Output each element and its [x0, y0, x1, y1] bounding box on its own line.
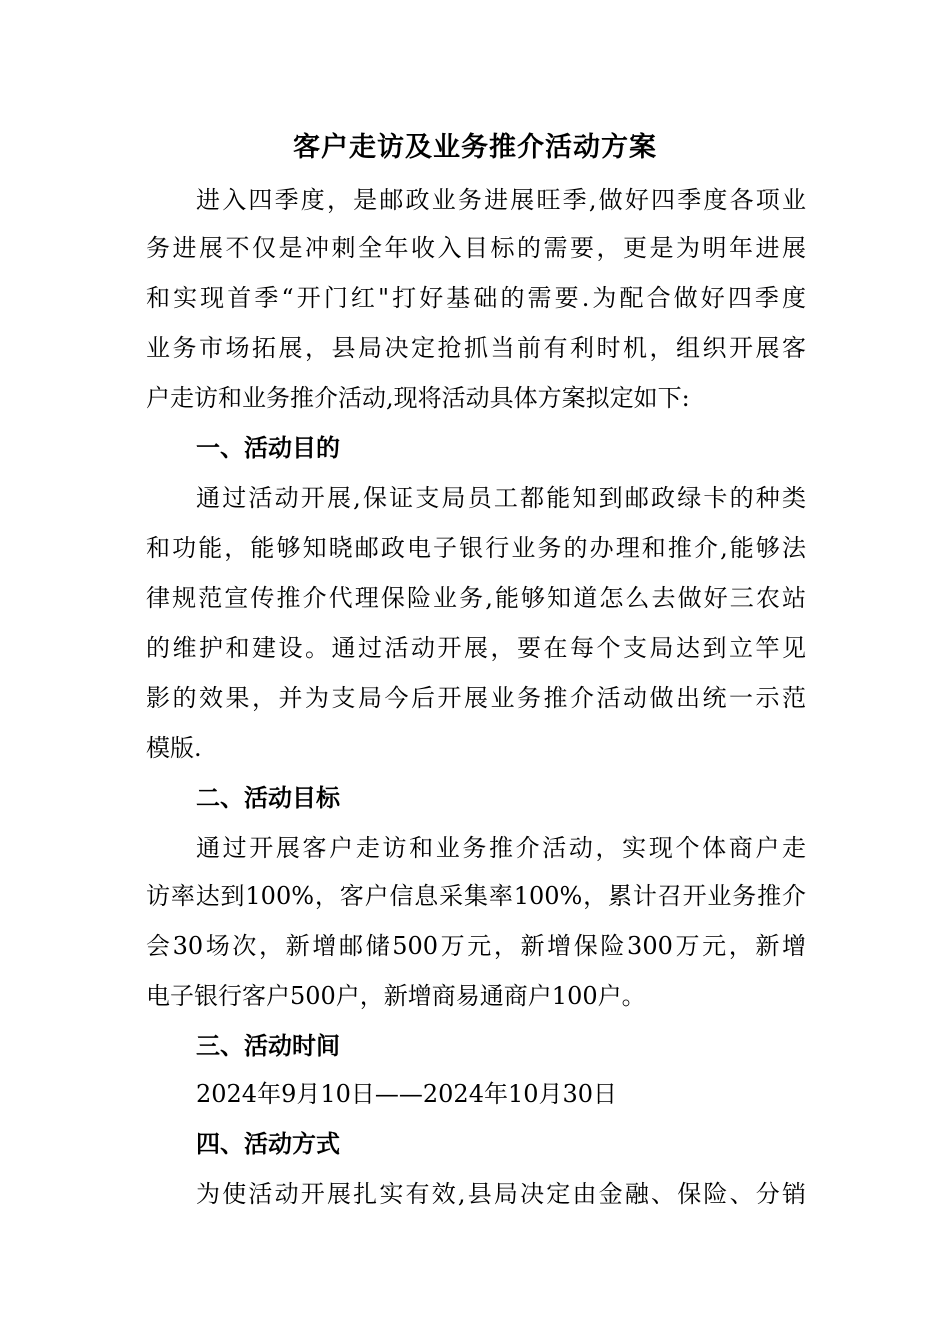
purpose-line-5: 影的效果，并为支局今后开展业务推介活动做出统一示范: [146, 684, 806, 712]
section-heading-purpose: 一、活动目的: [196, 433, 340, 462]
section-heading-time: 三、活动时间: [196, 1031, 340, 1060]
time-range-line: 2024年9月10日——2024年10月30日: [196, 1080, 618, 1108]
purpose-line-4: 的维护和建设。通过活动开展，要在每个支局达到立竿见: [146, 634, 806, 662]
intro-line-5: 户走访和业务推介活动,现将活动具体方案拟定如下:: [146, 384, 690, 412]
section-heading-method: 四、活动方式: [196, 1129, 340, 1158]
purpose-line-1: 通过活动开展,保证支局员工都能知到邮政绿卡的种类: [196, 484, 806, 512]
intro-line-4: 业务市场拓展，县局决定抢抓当前有利时机，组织开展客: [146, 334, 806, 362]
method-line-1: 为使活动开展扎实有效,县局决定由金融、保险、分销: [196, 1180, 806, 1208]
section-heading-goals: 二、活动目标: [196, 783, 340, 812]
purpose-line-3: 律规范宣传推介代理保险业务,能够知道怎么去做好三农站: [146, 584, 806, 612]
purpose-line-6: 模版.: [146, 734, 202, 762]
intro-line-1: 进入四季度，是邮政业务进展旺季,做好四季度各项业: [196, 186, 806, 214]
purpose-line-2: 和功能，能够知晓邮政电子银行业务的办理和推介,能够法: [146, 534, 806, 562]
intro-line-2: 务进展不仅是冲刺全年收入目标的需要，更是为明年进展: [146, 234, 806, 262]
goals-line-2: 访率达到100%，客户信息采集率100%，累计召开业务推介: [146, 882, 806, 910]
intro-line-3: 和实现首季“开门红"打好基础的需要.为配合做好四季度: [146, 284, 806, 312]
goals-line-3: 会30场次，新增邮储500万元，新增保险300万元，新增: [146, 932, 806, 960]
document-title: 客户走访及业务推介活动方案: [293, 132, 657, 163]
goals-line-4: 电子银行客户500户，新增商易通商户100户。: [146, 982, 646, 1010]
goals-line-1: 通过开展客户走访和业务推介活动，实现个体商户走: [196, 834, 806, 862]
